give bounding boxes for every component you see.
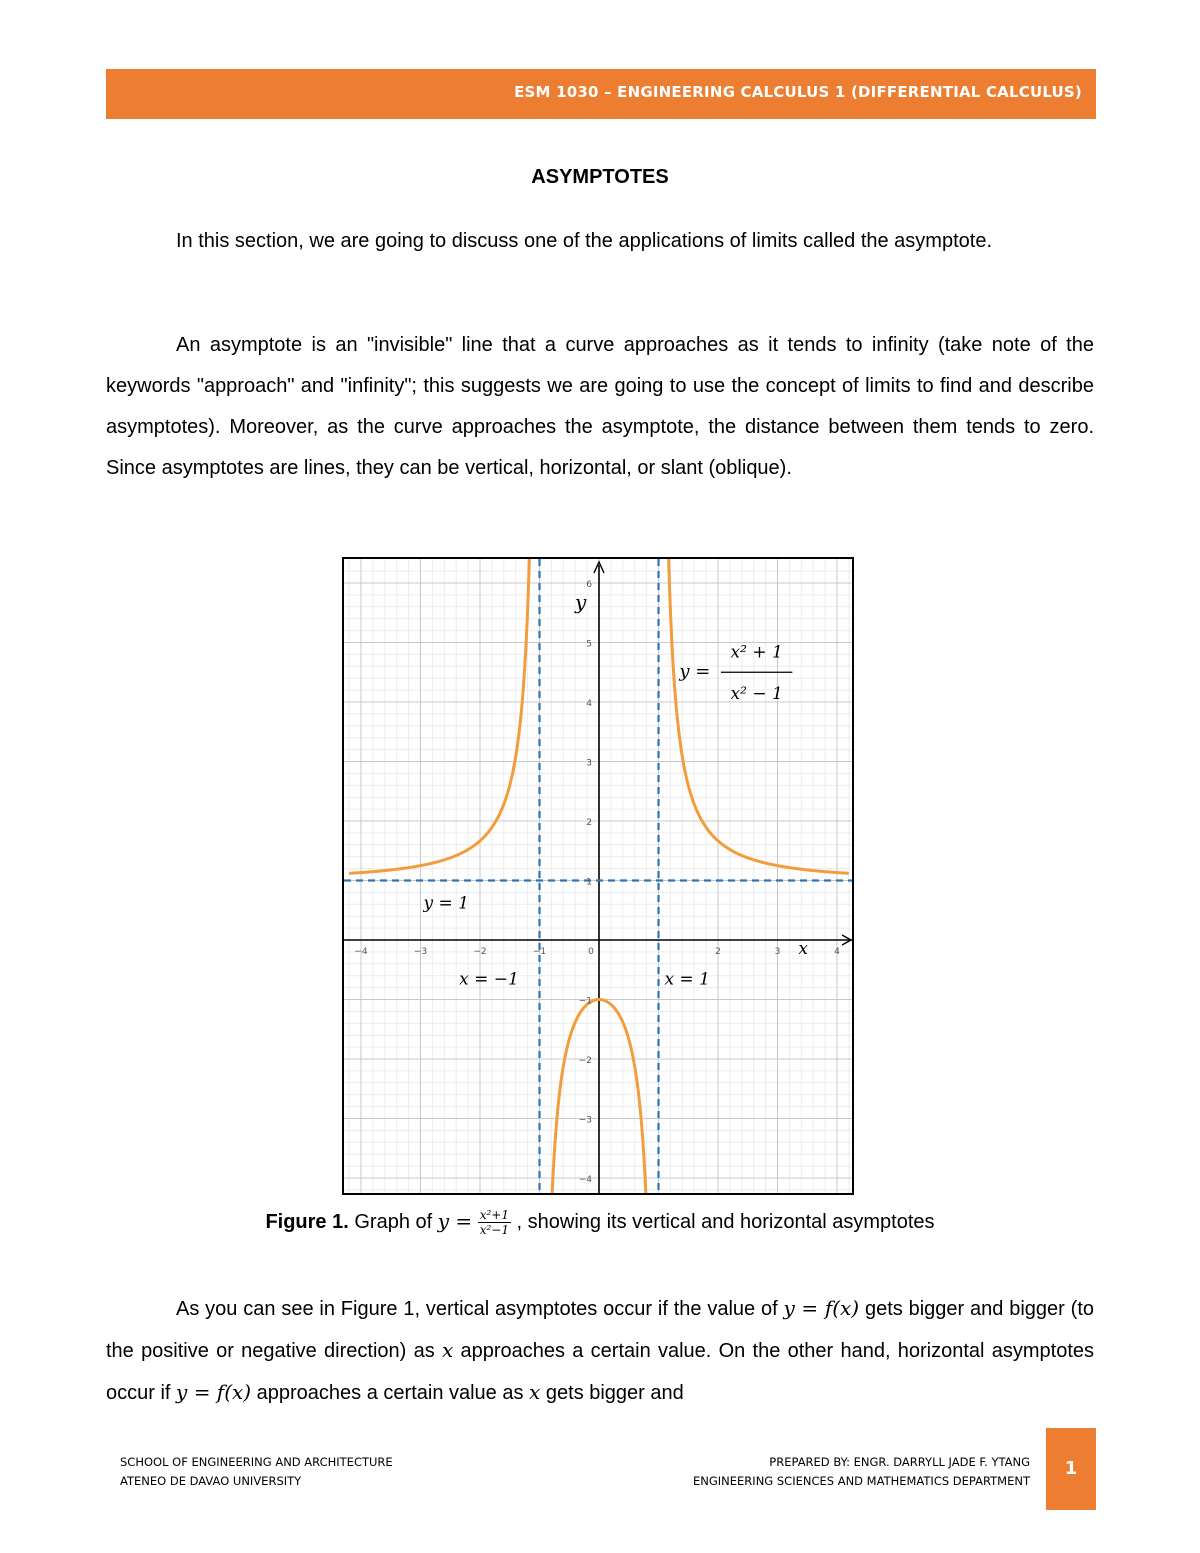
footer-school: SCHOOL OF ENGINEERING AND ARCHITECTURE (120, 1455, 393, 1469)
figure-graph (342, 557, 854, 1195)
header-band (106, 69, 1096, 119)
x-tick-label: −3 (413, 947, 428, 957)
vertical-asymptote-left-label: x = −1 (459, 969, 519, 990)
y-tick-label: 5 (586, 639, 592, 650)
p3-math-4: x (529, 1380, 541, 1404)
y-tick-label: 6 (586, 580, 592, 590)
p3-text-b: gets bigger and bigger (to the positive or negative direction) as (106, 1298, 1094, 1362)
y-tick-label: −4 (578, 1175, 592, 1185)
caption-pre: Graph of (348, 1210, 438, 1233)
x-tick-label: 0 (588, 947, 594, 957)
y-tick-label: 2 (586, 818, 592, 828)
paragraph-explanation (106, 1288, 1094, 1414)
y-tick-label: −1 (578, 996, 592, 1007)
footer-university: ATENEO DE DAVAO UNIVERSITY (120, 1474, 302, 1488)
function-label-lhs: y = (679, 661, 711, 683)
vertical-asymptote-right-label: x = 1 (664, 969, 710, 990)
p3-math-3: y = f(x) (176, 1380, 252, 1404)
y-tick-label: −3 (578, 1115, 592, 1126)
x-tick-label: 3 (774, 947, 781, 957)
footer-left (120, 1453, 393, 1491)
page-number: 1 (1064, 1458, 1078, 1479)
x-tick-label: 4 (834, 947, 840, 957)
figure-caption (0, 1208, 1200, 1237)
caption-fraction-numerator: x²+1 (479, 1208, 509, 1222)
y-axis-label: y (575, 590, 587, 614)
caption-post: , showing its vertical and horizontal asymptotes (511, 1210, 935, 1233)
p3-text-e: gets bigger and (540, 1382, 684, 1404)
caption-label: Figure 1. (265, 1210, 349, 1233)
footer-right (693, 1453, 1030, 1491)
p3-math-1: y = f(x) (783, 1296, 860, 1320)
page-number-box (1046, 1428, 1096, 1510)
x-tick-label: −1 (532, 947, 547, 957)
p3-text-d: approaches a certain value as (251, 1382, 530, 1404)
function-label-denominator: x² − 1 (730, 684, 783, 705)
x-tick-label: 2 (715, 947, 721, 957)
course-title: ESM 1030 – ENGINEERING CALCULUS 1 (DIFFERENTIAL CALCULUS) (514, 83, 1082, 101)
footer-prepared-by: PREPARED BY: ENGR. DARRYLL JADE F. YTANG (769, 1455, 1030, 1469)
x-tick-label: −2 (473, 947, 487, 957)
paragraph-definition (106, 325, 1094, 489)
paragraph-intro-text: In this section, we are going to discuss one of the applications of limits called the asymptote. (176, 230, 992, 252)
p3-text-c: approaches a certain value. On the other hand, horizontal asymptotes occur if (106, 1340, 1095, 1404)
y-tick-label: 4 (586, 699, 592, 709)
graph-canvas (344, 559, 852, 1193)
caption-math-lhs: y = (437, 1208, 473, 1233)
p3-math-2: x (441, 1338, 454, 1362)
footer-department: ENGINEERING SCIENCES AND MATHEMATICS DEPARTMENT (693, 1474, 1030, 1488)
y-tick-label: 1 (586, 877, 592, 888)
x-axis-label: x (798, 939, 808, 959)
paragraph-intro (106, 221, 1094, 262)
caption-fraction (478, 1208, 511, 1237)
x-tick-label: −4 (354, 947, 368, 957)
caption-fraction-denominator: x²−1 (479, 1223, 509, 1237)
function-label-numerator: x² + 1 (730, 642, 783, 663)
page-title: ASYMPTOTES (531, 166, 669, 188)
horizontal-asymptote-label: y = 1 (423, 893, 469, 914)
paragraph-definition-text: An asymptote is an "invisible" line that a curve approaches as it tends to infinity (take note of the keywords "approach" and "infinity"; this suggests we are going to use the concept of limits to find and describe asymptotes). Moreover, as the curve approaches the asymptote, the distance between them tends to zero. Since asymptotes are lines, they can be vertical, horizontal, or slant (oblique). (106, 334, 1094, 479)
p3-text-a: As you can see in Figure 1, vertical asymptotes occur if the value of (176, 1298, 784, 1320)
y-tick-label: −2 (578, 1056, 592, 1066)
y-tick-label: 3 (586, 758, 592, 769)
